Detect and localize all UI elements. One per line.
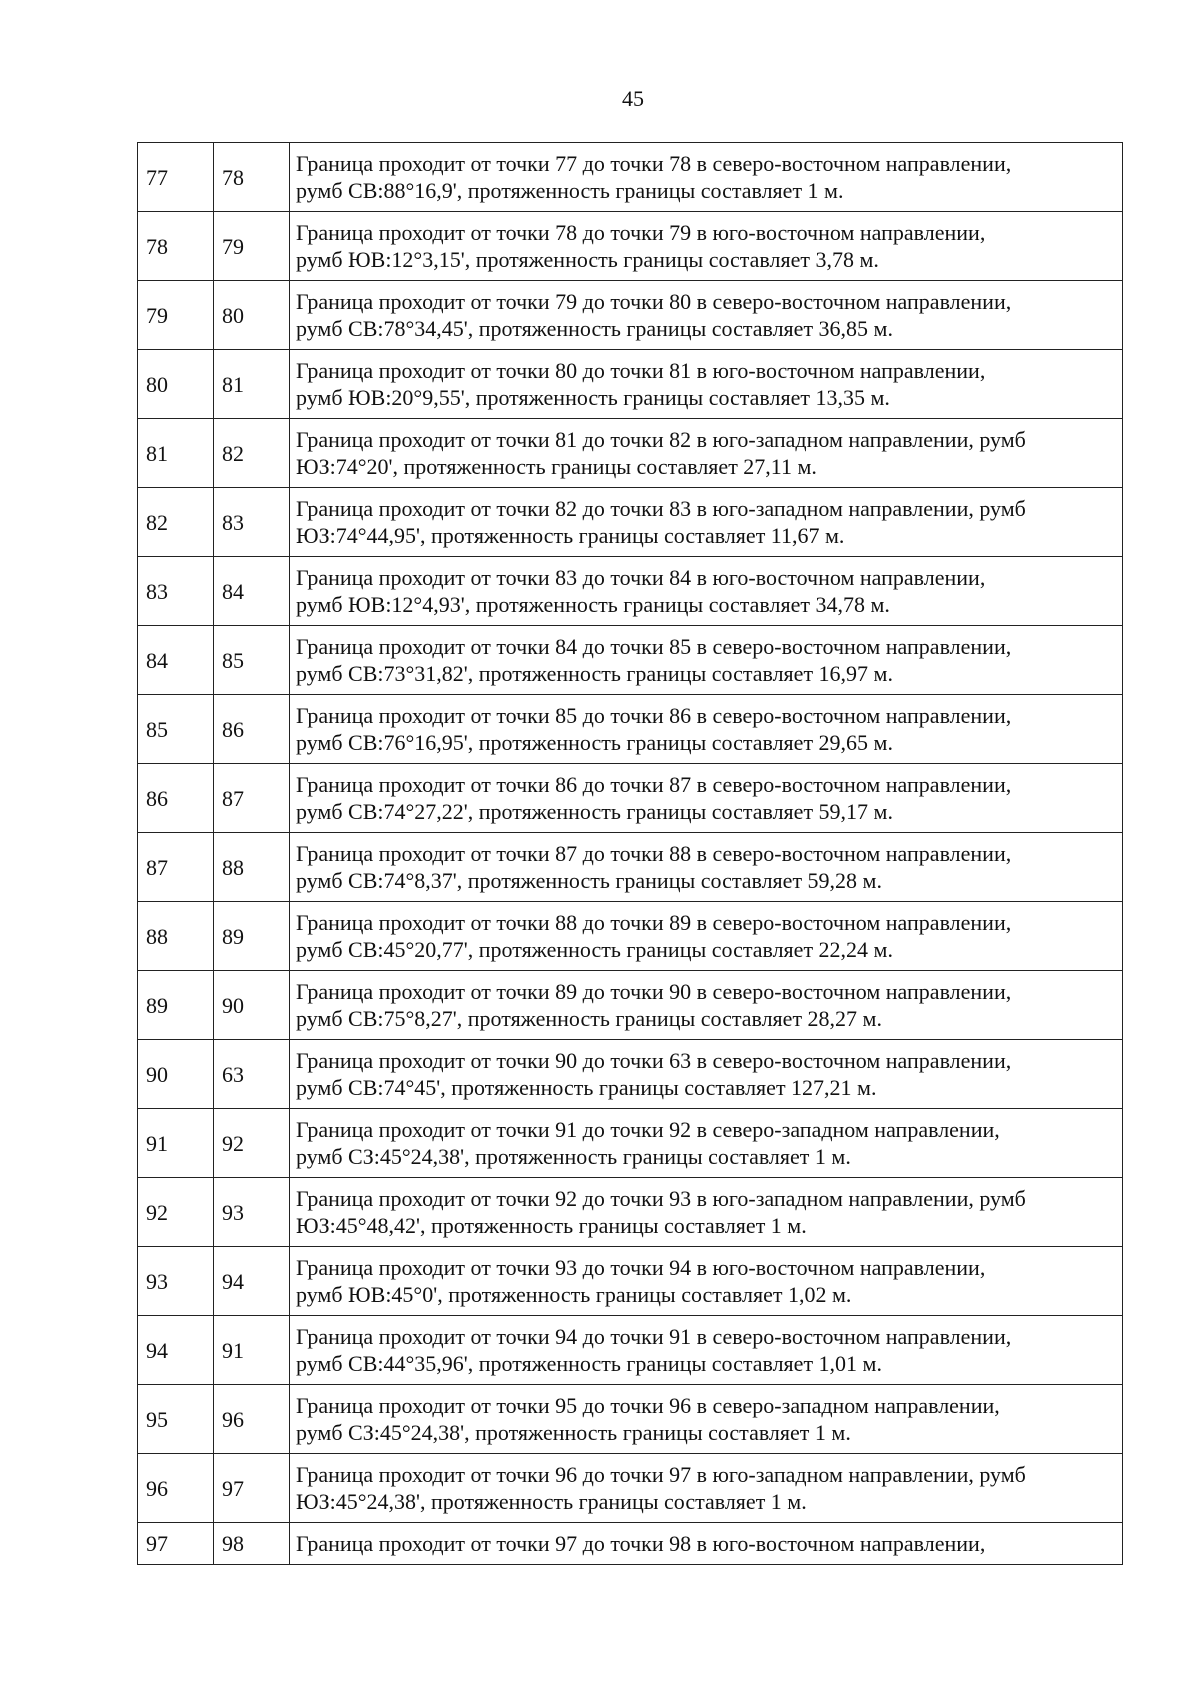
description-line-1: Граница проходит от точки 94 до точки 91 в северо-восточном направлении,	[296, 1324, 1012, 1349]
point-from-cell: 86	[138, 764, 214, 833]
table-row	[138, 557, 1123, 626]
point-to-cell: 86	[214, 695, 290, 764]
point-to-cell: 80	[214, 281, 290, 350]
description-line-2: румб СВ:45°20,77', протяженность границы составляет 22,24 м.	[296, 937, 893, 962]
point-from-cell: 87	[138, 833, 214, 902]
description-line-2: румб СВ:44°35,96', протяженность границы составляет 1,01 м.	[296, 1351, 882, 1376]
table-row	[138, 1247, 1123, 1316]
point-from-cell: 81	[138, 419, 214, 488]
description-line-1: Граница проходит от точки 92 до точки 93 в юго-западном направлении, румб	[296, 1186, 1026, 1211]
description-line-1: Граница проходит от точки 79 до точки 80 в северо-восточном направлении,	[296, 289, 1012, 314]
description-line-1: Граница проходит от точки 95 до точки 96 в северо-западном направлении,	[296, 1393, 1000, 1418]
table-row	[138, 1316, 1123, 1385]
point-to-cell: 87	[214, 764, 290, 833]
point-to-cell: 84	[214, 557, 290, 626]
table-row	[138, 419, 1123, 488]
point-from-cell: 84	[138, 626, 214, 695]
boundary-description-cell	[290, 695, 1123, 764]
description-line-2: ЮЗ:74°20', протяженность границы составляет 27,11 м.	[296, 454, 817, 479]
description-line-2: ЮЗ:45°24,38', протяженность границы составляет 1 м.	[296, 1489, 807, 1514]
point-from-cell: 77	[138, 143, 214, 212]
table-row	[138, 1040, 1123, 1109]
table-row	[138, 1454, 1123, 1523]
point-to-cell: 63	[214, 1040, 290, 1109]
point-from-cell: 83	[138, 557, 214, 626]
description-line-2: румб ЮВ:12°4,93', протяженность границы составляет 34,78 м.	[296, 592, 890, 617]
point-to-cell: 90	[214, 971, 290, 1040]
table-row	[138, 833, 1123, 902]
boundary-description-cell	[290, 281, 1123, 350]
table-row	[138, 902, 1123, 971]
boundary-description-cell	[290, 1040, 1123, 1109]
boundary-description-cell	[290, 212, 1123, 281]
point-from-cell: 96	[138, 1454, 214, 1523]
boundary-description-cell	[290, 902, 1123, 971]
description-line-1: Граница проходит от точки 85 до точки 86 в северо-восточном направлении,	[296, 703, 1012, 728]
description-line-1: Граница проходит от точки 96 до точки 97 в юго-западном направлении, румб	[296, 1462, 1026, 1487]
table-row	[138, 1109, 1123, 1178]
boundary-description-cell	[290, 833, 1123, 902]
point-to-cell: 91	[214, 1316, 290, 1385]
description-line-2: румб СВ:88°16,9', протяженность границы составляет 1 м.	[296, 178, 844, 203]
table-row	[138, 1385, 1123, 1454]
point-to-cell: 82	[214, 419, 290, 488]
description-line-2: румб СВ:73°31,82', протяженность границы составляет 16,97 м.	[296, 661, 893, 686]
description-line-1: Граница проходит от точки 78 до точки 79 в юго-восточном направлении,	[296, 220, 986, 245]
boundary-description-cell	[290, 419, 1123, 488]
table-row	[138, 1523, 1123, 1565]
point-to-cell: 93	[214, 1178, 290, 1247]
table-row	[138, 626, 1123, 695]
table-row	[138, 764, 1123, 833]
boundary-description-cell	[290, 1247, 1123, 1316]
boundary-description-cell	[290, 557, 1123, 626]
description-line-2: румб СВ:74°8,37', протяженность границы составляет 59,28 м.	[296, 868, 882, 893]
point-from-cell: 94	[138, 1316, 214, 1385]
point-to-cell: 85	[214, 626, 290, 695]
point-from-cell: 82	[138, 488, 214, 557]
point-to-cell: 81	[214, 350, 290, 419]
point-to-cell: 89	[214, 902, 290, 971]
table-row	[138, 350, 1123, 419]
point-to-cell: 83	[214, 488, 290, 557]
table-row	[138, 281, 1123, 350]
description-line-1: Граница проходит от точки 86 до точки 87 в северо-восточном направлении,	[296, 772, 1012, 797]
description-line-2: румб СВ:75°8,27', протяженность границы составляет 28,27 м.	[296, 1006, 882, 1031]
boundary-description-cell	[290, 1178, 1123, 1247]
point-from-cell: 97	[138, 1523, 214, 1565]
description-line-2: румб СВ:74°45', протяженность границы составляет 127,21 м.	[296, 1075, 877, 1100]
point-from-cell: 93	[138, 1247, 214, 1316]
boundary-table	[137, 142, 1123, 1565]
description-line-1: Граница проходит от точки 90 до точки 63 в северо-восточном направлении,	[296, 1048, 1012, 1073]
boundary-description-cell	[290, 488, 1123, 557]
boundary-description-cell	[290, 1385, 1123, 1454]
description-line-1: Граница проходит от точки 88 до точки 89 в северо-восточном направлении,	[296, 910, 1012, 935]
description-line-1: Граница проходит от точки 97 до точки 98 в юго-восточном направлении,	[296, 1531, 986, 1556]
table-body	[138, 143, 1123, 1565]
point-from-cell: 90	[138, 1040, 214, 1109]
point-to-cell: 98	[214, 1523, 290, 1565]
boundary-description-cell	[290, 764, 1123, 833]
point-to-cell: 79	[214, 212, 290, 281]
point-to-cell: 78	[214, 143, 290, 212]
point-from-cell: 88	[138, 902, 214, 971]
description-line-1: Граница проходит от точки 89 до точки 90 в северо-восточном направлении,	[296, 979, 1012, 1004]
point-to-cell: 96	[214, 1385, 290, 1454]
page-number: 45	[622, 86, 644, 111]
boundary-description-cell	[290, 1523, 1123, 1565]
description-line-2: ЮЗ:74°44,95', протяженность границы составляет 11,67 м.	[296, 523, 845, 548]
description-line-2: румб СЗ:45°24,38', протяженность границы составляет 1 м.	[296, 1144, 851, 1169]
boundary-description-cell	[290, 1109, 1123, 1178]
table-row	[138, 212, 1123, 281]
boundary-description-cell	[290, 1316, 1123, 1385]
table-row	[138, 1178, 1123, 1247]
description-line-1: Граница проходит от точки 84 до точки 85 в северо-восточном направлении,	[296, 634, 1012, 659]
table-row	[138, 488, 1123, 557]
description-line-2: румб СВ:76°16,95', протяженность границы составляет 29,65 м.	[296, 730, 893, 755]
boundary-description-cell	[290, 143, 1123, 212]
boundary-description-cell	[290, 350, 1123, 419]
description-line-2: румб СЗ:45°24,38', протяженность границы составляет 1 м.	[296, 1420, 851, 1445]
point-from-cell: 91	[138, 1109, 214, 1178]
description-line-1: Граница проходит от точки 93 до точки 94 в юго-восточном направлении,	[296, 1255, 986, 1280]
table-row	[138, 971, 1123, 1040]
boundary-description-cell	[290, 1454, 1123, 1523]
description-line-1: Граница проходит от точки 91 до точки 92 в северо-западном направлении,	[296, 1117, 1000, 1142]
description-line-2: румб ЮВ:12°3,15', протяженность границы составляет 3,78 м.	[296, 247, 879, 272]
table-row	[138, 695, 1123, 764]
description-line-1: Граница проходит от точки 87 до точки 88 в северо-восточном направлении,	[296, 841, 1012, 866]
boundary-description-cell	[290, 971, 1123, 1040]
point-to-cell: 92	[214, 1109, 290, 1178]
description-line-2: румб СВ:78°34,45', протяженность границы составляет 36,85 м.	[296, 316, 893, 341]
description-line-1: Граница проходит от точки 82 до точки 83 в юго-западном направлении, румб	[296, 496, 1026, 521]
point-from-cell: 85	[138, 695, 214, 764]
description-line-2: ЮЗ:45°48,42', протяженность границы составляет 1 м.	[296, 1213, 807, 1238]
description-line-1: Граница проходит от точки 81 до точки 82 в юго-западном направлении, румб	[296, 427, 1026, 452]
point-from-cell: 80	[138, 350, 214, 419]
point-from-cell: 95	[138, 1385, 214, 1454]
point-to-cell: 97	[214, 1454, 290, 1523]
boundary-description-cell	[290, 626, 1123, 695]
description-line-2: румб ЮВ:45°0', протяженность границы составляет 1,02 м.	[296, 1282, 852, 1307]
point-to-cell: 88	[214, 833, 290, 902]
point-from-cell: 78	[138, 212, 214, 281]
point-from-cell: 92	[138, 1178, 214, 1247]
point-from-cell: 79	[138, 281, 214, 350]
description-line-1: Граница проходит от точки 77 до точки 78 в северо-восточном направлении,	[296, 151, 1012, 176]
table-row	[138, 143, 1123, 212]
description-line-1: Граница проходит от точки 83 до точки 84 в юго-восточном направлении,	[296, 565, 986, 590]
description-line-2: румб СВ:74°27,22', протяженность границы составляет 59,17 м.	[296, 799, 893, 824]
point-to-cell: 94	[214, 1247, 290, 1316]
description-line-2: румб ЮВ:20°9,55', протяженность границы составляет 13,35 м.	[296, 385, 890, 410]
point-from-cell: 89	[138, 971, 214, 1040]
description-line-1: Граница проходит от точки 80 до точки 81 в юго-восточном направлении,	[296, 358, 986, 383]
